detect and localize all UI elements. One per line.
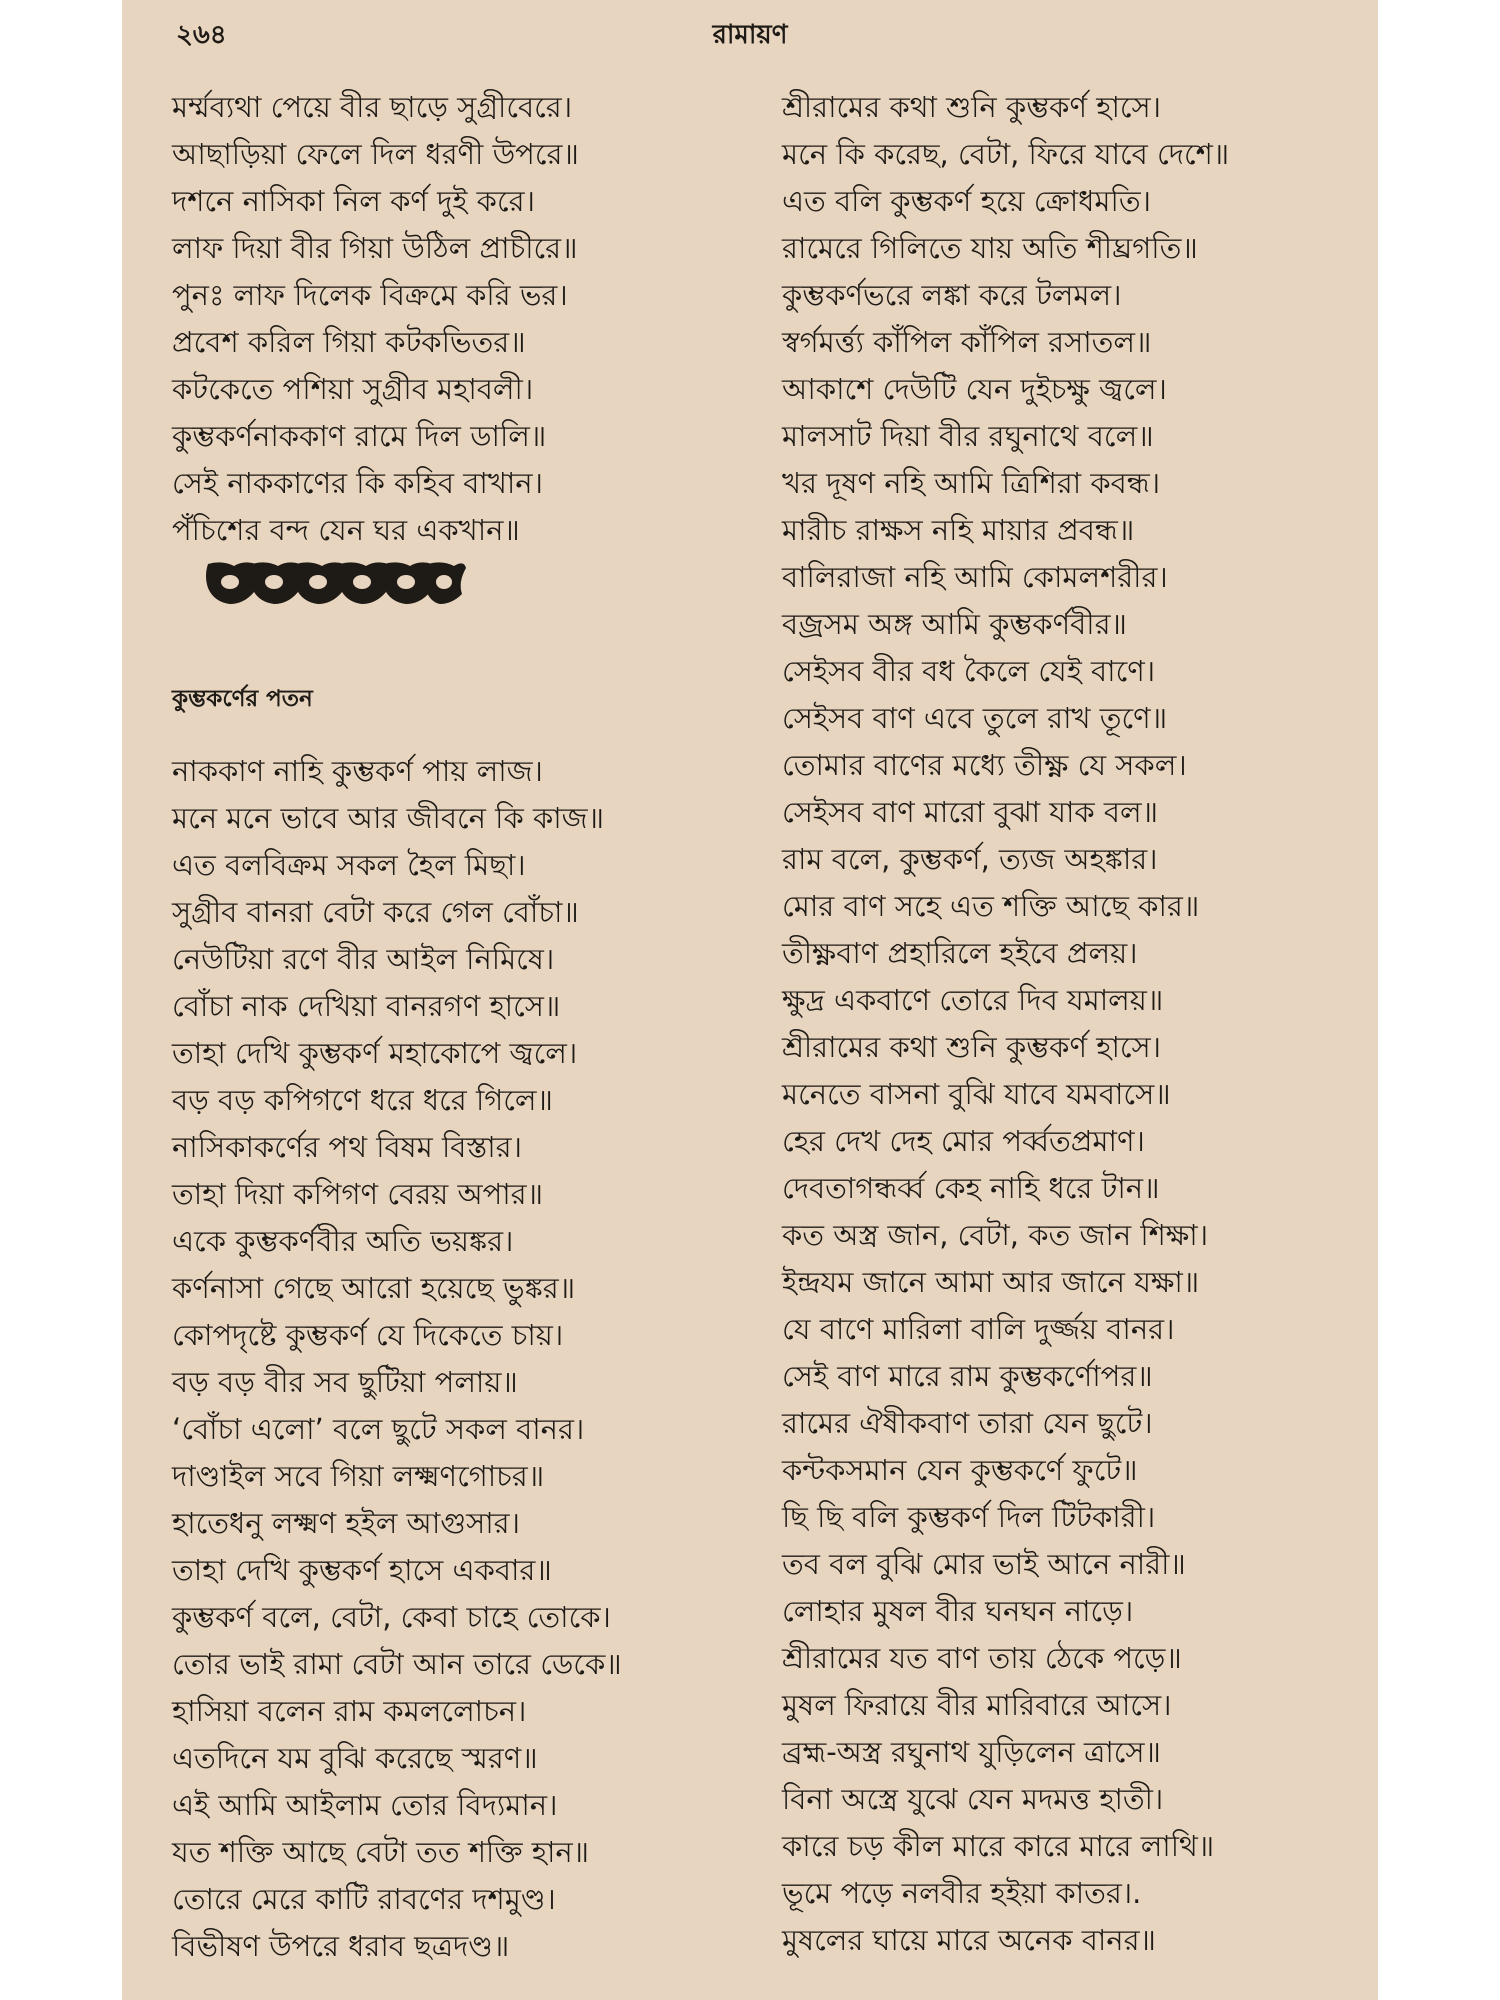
verse-line: কন্টকসমান যেন কুম্ভকর্ণে ফুটে॥ [782, 1453, 1138, 1487]
verse-line: ছি ছি বলি কুম্ভকর্ণ দিল টিটকারী। [782, 1500, 1156, 1534]
verse-line: তীক্ষ্ণবাণ প্রহারিলে হইবে প্রলয়। [782, 936, 1138, 970]
verse-line: এই আমি আইলাম তোর বিদ্যমান। [172, 1788, 558, 1822]
verse-line: ক্ষুদ্র একবাণে তোরে দিব যমালয়॥ [782, 983, 1164, 1017]
verse-line: প্রবেশ করিল গিয়া কটকভিতর॥ [172, 325, 526, 359]
verse-line: কোপদৃষ্টে কুম্ভকর্ণ যে দিকেতে চায়। [172, 1318, 564, 1352]
right-column [782, 84, 1362, 1964]
verse-line: সেইসব বীর বধ কৈলে যেই বাণে। [782, 654, 1156, 688]
verse-line: কুম্ভকর্ণ বলে, বেটা, কেবা চাহে তোকে। [172, 1600, 611, 1634]
verse-line: রামেরে গিলিতে যায় অতি শীঘ্রগতি॥ [782, 231, 1198, 265]
verse-line: মর্ম্মব্যথা পেয়ে বীর ছাড়ে সুগ্রীবেরে। [172, 90, 573, 124]
verse-line: দেবতাগন্ধর্ব্ব কেহ নাহি ধরে টান॥ [782, 1171, 1160, 1205]
verse-line: নেউটিয়া রণে বীর আইল নিমিষে। [172, 942, 555, 976]
verse-line: হের দেখ দেহ মোর পর্ব্বতপ্রমাণ। [782, 1124, 1145, 1158]
verse-line: বড় বড় কপিগণে ধরে ধরে গিলে॥ [172, 1083, 553, 1117]
verse-line: কটকেতে পশিয়া সুগ্রীব মহাবলী। [172, 372, 534, 406]
verse-line: রামের ঐষীকবাণ তারা যেন ছুটে। [782, 1406, 1153, 1440]
verse-line: সেইসব বাণ মারো বুঝা যাক বল॥ [782, 795, 1159, 829]
verse-line: আকাশে দেউটি যেন দুইচক্ষু জ্বলে। [782, 372, 1167, 406]
verse-line: বিভীষণ উপরে ধরাব ছত্রদণ্ড॥ [172, 1929, 510, 1963]
verse-line: সেই বাণ মারে রাম কুম্ভকর্ণোপর॥ [782, 1359, 1153, 1393]
verse-line: কারে চড় কীল মারে কারে মারে লাথি॥ [782, 1829, 1215, 1863]
verse-line: মনে মনে ভাবে আর জীবনে কি কাজ॥ [172, 801, 605, 835]
verse-line: নাসিকাকর্ণের পথ বিষম বিস্তার। [172, 1130, 522, 1164]
verse-line: এতদিনে যম বুঝি করেছে স্মরণ॥ [172, 1741, 538, 1775]
verse-line: শ্রীরামের কথা শুনি কুম্ভকর্ণ হাসে। [782, 90, 1162, 124]
verse-line: সেই নাককাণের কি কহিব বাখান। [172, 466, 543, 500]
verse-line: তোমার বাণের মধ্যে তীক্ষ্ণ যে সকল। [782, 748, 1187, 782]
verse-line: এত বলবিক্রম সকল হৈল মিছা। [172, 848, 526, 882]
verse-line: বজ্রসম অঙ্গ আমি কুম্ভকর্ণবীর॥ [782, 607, 1127, 641]
running-title: রামায়ণ [712, 20, 788, 50]
verse-line: বিনা অস্ত্রে যুঝে যেন মদমত্ত হাতী। [782, 1782, 1164, 1816]
left-column-top [172, 84, 732, 554]
verse-line: লাফ দিয়া বীর গিয়া উঠিল প্রাচীরে॥ [172, 231, 578, 265]
verse-line: মুষলের ঘায়ে মারে অনেক বানর॥ [782, 1923, 1156, 1957]
verse-line: শ্রীরামের যত বাণ তায় ঠেকে পড়ে॥ [782, 1641, 1182, 1675]
verse-line: তব বল বুঝি মোর ভাই আনে নারী॥ [782, 1547, 1186, 1581]
verse-line: সেইসব বাণ এবে তুলে রাখ তূণে॥ [782, 701, 1168, 735]
verse-line: পঁচিশের বন্দ যেন ঘর একখান॥ [172, 513, 520, 547]
verse-line: বড় বড় বীর সব ছুটিয়া পলায়॥ [172, 1365, 518, 1399]
verse-line: তোর ভাই রামা বেটা আন তারে ডেকে॥ [172, 1647, 622, 1681]
verse-line: দাণ্ডাইল সবে গিয়া লক্ষ্মণগোচর॥ [172, 1459, 545, 1493]
verse-line: কুম্ভকর্ণনাককাণ রামে দিল ডালি॥ [172, 419, 547, 453]
verse-line: কুম্ভকর্ণভরে লঙ্কা করে টলমল। [782, 278, 1122, 312]
verse-line: মনেতে বাসনা বুঝি যাবে যমবাসে॥ [782, 1077, 1171, 1111]
verse-line: হাতেধনু লক্ষ্মণ হইল আগুসার। [172, 1506, 520, 1540]
verse-line: শ্রীরামের কথা শুনি কুম্ভকর্ণ হাসে। [782, 1030, 1162, 1064]
verse-line: নাককাণ নাহি কুম্ভকর্ণ পায় লাজ। [172, 754, 543, 788]
verse-line: কর্ণনাসা গেছে আরো হয়েছে ভুঙ্কর॥ [172, 1271, 576, 1305]
verse-line: সুগ্রীব বানরা বেটা করে গেল বোঁচা॥ [172, 895, 579, 929]
verse-line: হাসিয়া বলেন রাম কমললোচন। [172, 1694, 527, 1728]
verse-line: রাম বলে, কুম্ভকর্ণ, ত্যজ অহঙ্কার। [782, 842, 1158, 876]
page-number: ২৬৪ [176, 20, 227, 50]
verse-line: ইন্দ্রযম জানে আমা আর জানে যক্ষা॥ [782, 1265, 1200, 1299]
verse-line: তাহা দিয়া কপিগণ বেরয় অপার॥ [172, 1177, 544, 1211]
verse-line: মালসাট দিয়া বীর রঘুনাথে বলে॥ [782, 419, 1154, 453]
verse-line: স্বর্গমর্ত্ত্য কাঁপিল কাঁপিল রসাতল॥ [782, 325, 1152, 359]
verse-line: ব্রহ্ম-অস্ত্র রঘুনাথ যুড়িলেন ত্রাসে॥ [782, 1735, 1161, 1769]
verse-line: তাহা দেখি কুম্ভকর্ণ হাসে একবার॥ [172, 1553, 552, 1587]
verse-line: বোঁচা নাক দেখিয়া বানরগণ হাসে॥ [172, 989, 561, 1023]
verse-line: বালিরাজা নহি আমি কোমলশরীর। [782, 560, 1168, 594]
verse-line: লোহার মুষল বীর ঘনঘন নাড়ে। [782, 1594, 1134, 1628]
verse-line: এত বলি কুম্ভকর্ণ হয়ে ক্রোধমতি। [782, 184, 1151, 218]
verse-line: মুষল ফিরায়ে বীর মারিবারে আসে। [782, 1688, 1172, 1722]
verse-line: ‘বোঁচা এলো’ বলে ছুটে সকল বানর। [172, 1412, 585, 1446]
verse-line: একে কুম্ভকর্ণবীর অতি ভয়ঙ্কর। [172, 1224, 514, 1258]
book-page [122, 0, 1378, 2000]
section-title: কুম্ভকর্ণের পতন [172, 686, 313, 712]
verse-line: মনে কি করেছ, বেটা, ফিরে যাবে দেশে॥ [782, 137, 1230, 171]
verse-line: যে বাণে মারিলা বালি দুর্জ্জয় বানর। [782, 1312, 1175, 1346]
verse-line: ভূমে পড়ে নলবীর হইয়া কাতর।. [782, 1876, 1142, 1910]
verse-line: মোর বাণ সহে এত শক্তি আছে কার॥ [782, 889, 1200, 923]
left-column-bottom [172, 748, 732, 1970]
ornament-divider [204, 558, 468, 610]
verse-line: আছাড়িয়া ফেলে দিল ধরণী উপরে॥ [172, 137, 579, 171]
verse-line: পুনঃ লাফ দিলেক বিক্রমে করি ভর। [172, 278, 568, 312]
verse-line: তাহা দেখি কুম্ভকর্ণ মহাকোপে জ্বলে। [172, 1036, 578, 1070]
verse-line: মারীচ রাক্ষস নহি মায়ার প্রবন্ধ॥ [782, 513, 1135, 547]
verse-line: কত অস্ত্র জান, বেটা, কত জান শিক্ষা। [782, 1218, 1209, 1252]
verse-line: খর দূষণ নহি আমি ত্রিশিরা কবন্ধ। [782, 466, 1161, 500]
verse-line: তোরে মেরে কাটি রাবণের দশমুণ্ড। [172, 1882, 556, 1916]
verse-line: দশনে নাসিকা নিল কর্ণ দুই করে। [172, 184, 535, 218]
verse-line: যত শক্তি আছে বেটা তত শক্তি হান॥ [172, 1835, 590, 1869]
